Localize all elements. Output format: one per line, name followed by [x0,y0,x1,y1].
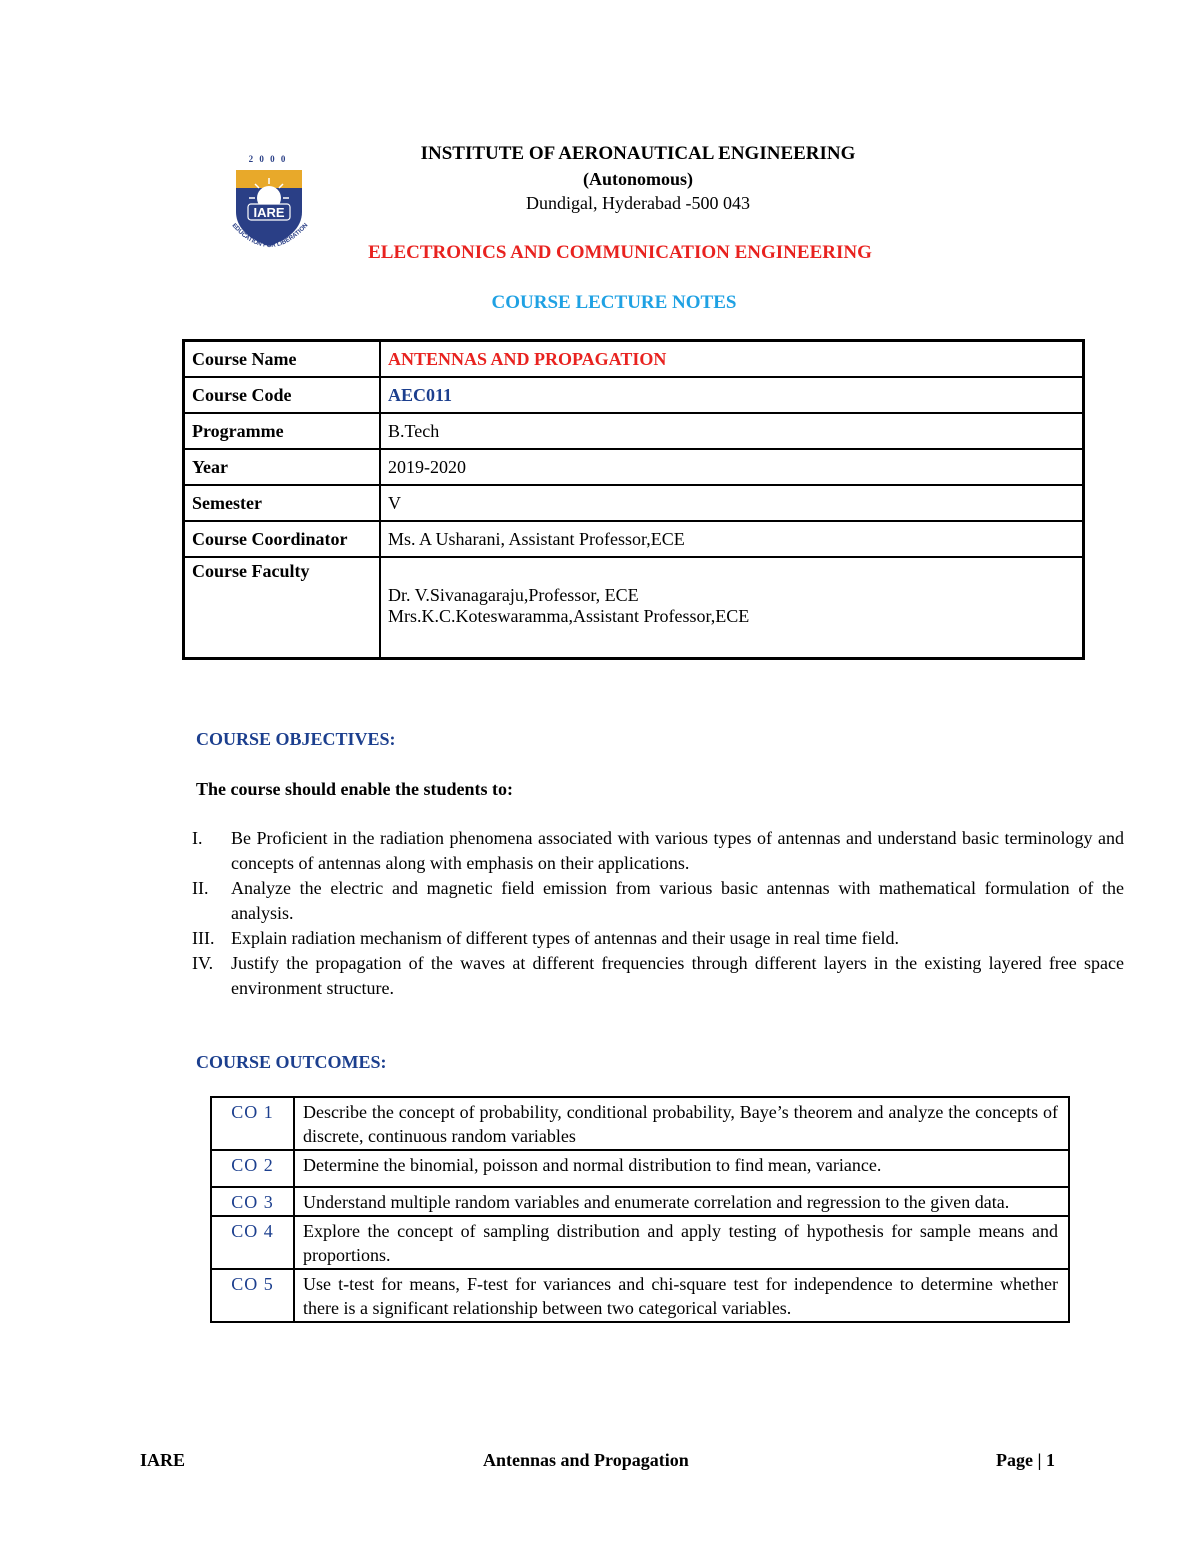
table-row [211,1097,1069,1150]
outcomes-table [210,1096,1070,1323]
table-row [211,1187,1069,1216]
outcomes-heading: COURSE OUTCOMES: [196,1052,387,1072]
faculty-label: Course Faculty [184,557,381,659]
faculty-member: Mrs.K.C.Koteswaramma,Assistant Professor,ECE [388,606,750,626]
outcome-code: CO 1 [211,1097,294,1150]
faculty-member: Dr. V.Sivanagaraju,Professor, ECE [388,585,639,605]
table-row [184,521,1084,557]
objectives-lead: The course should enable the students to: [196,779,514,799]
institute-name: INSTITUTE OF AERONAUTICAL ENGINEERING [420,143,856,164]
footer-left: IARE [140,1450,186,1470]
coordinator-value: Ms. A Usharani, Assistant Professor,ECE [380,521,1084,557]
outcome-code: CO 4 [211,1216,294,1269]
table-row [184,557,1084,659]
programme-label: Programme [184,413,381,449]
semester-value: V [380,485,1084,521]
table-row [184,449,1084,485]
table-row [184,413,1084,449]
year-value: 2019-2020 [380,449,1084,485]
outcome-text: Describe the concept of probability, conditional probability, Baye’s theorem and analyze the concepts of discrete, continuous random variables [294,1097,1069,1150]
footer-page-number: Page | 1 [996,1450,1055,1470]
footer-title: Antennas and Propagation [483,1450,689,1470]
faculty-value [380,557,1084,659]
year-label: Year [184,449,381,485]
logo-motto: EDUCATION FOR LIBERATION [230,221,310,250]
table-row [211,1150,1069,1187]
list-item: II. Analyze the electric and magnetic field emission from various basic antennas with mathematical formulation of the analysis. [192,878,1124,923]
course-name-value: ANTENNAS AND PROPAGATION [380,341,1084,378]
table-row [184,377,1084,413]
table-row [211,1216,1069,1269]
outcome-code: CO 5 [211,1269,294,1322]
list-item: I. Be Proficient in the radiation phenomena associated with various types of antennas and understand basic terminology and concepts of antennas along with emphasis on their applications. [192,828,1124,873]
outcome-text: Understand multiple random variables and enumerate correlation and regression to the given data. [294,1187,1069,1216]
objectives-heading: COURSE OBJECTIVES: [196,729,396,749]
outcome-text: Explore the concept of sampling distribution and apply testing of hypothesis for sample means and proportions. [294,1216,1069,1269]
outcome-code: CO 3 [211,1187,294,1216]
semester-label: Semester [184,485,381,521]
coordinator-label: Course Coordinator [184,521,381,557]
course-info-table [182,339,1085,660]
table-row [211,1269,1069,1322]
document-title: COURSE LECTURE NOTES [491,292,737,313]
list-item: IV. Justify the propagation of the waves at different frequencies through different layers in the existing layered free space environment structure. [192,953,1124,998]
course-name-label: Course Name [184,341,381,378]
outcome-text: Use t-test for means, F-test for variances and chi-square test for independence to determine whether there is a significant relationship between two categorical variables. [294,1269,1069,1322]
table-row [184,485,1084,521]
outcome-code: CO 2 [211,1150,294,1187]
outcome-text: Determine the binomial, poisson and normal distribution to find mean, variance. [294,1150,1069,1187]
programme-value: B.Tech [380,413,1084,449]
logo-acronym: IARE [253,205,285,220]
institute-address: Dundigal, Hyderabad -500 043 [526,193,750,213]
logo-year: 2 0 0 0 [248,154,288,164]
objectives-list [192,826,1124,1001]
department-name: ELECTRONICS AND COMMUNICATION ENGINEERING [368,242,872,263]
course-code-label: Course Code [184,377,381,413]
table-row [184,341,1084,378]
list-item: III. Explain radiation mechanism of different types of antennas and their usage in real time field. [192,928,899,948]
course-code-value: AEC011 [380,377,1084,413]
autonomous-label: (Autonomous) [582,169,693,189]
